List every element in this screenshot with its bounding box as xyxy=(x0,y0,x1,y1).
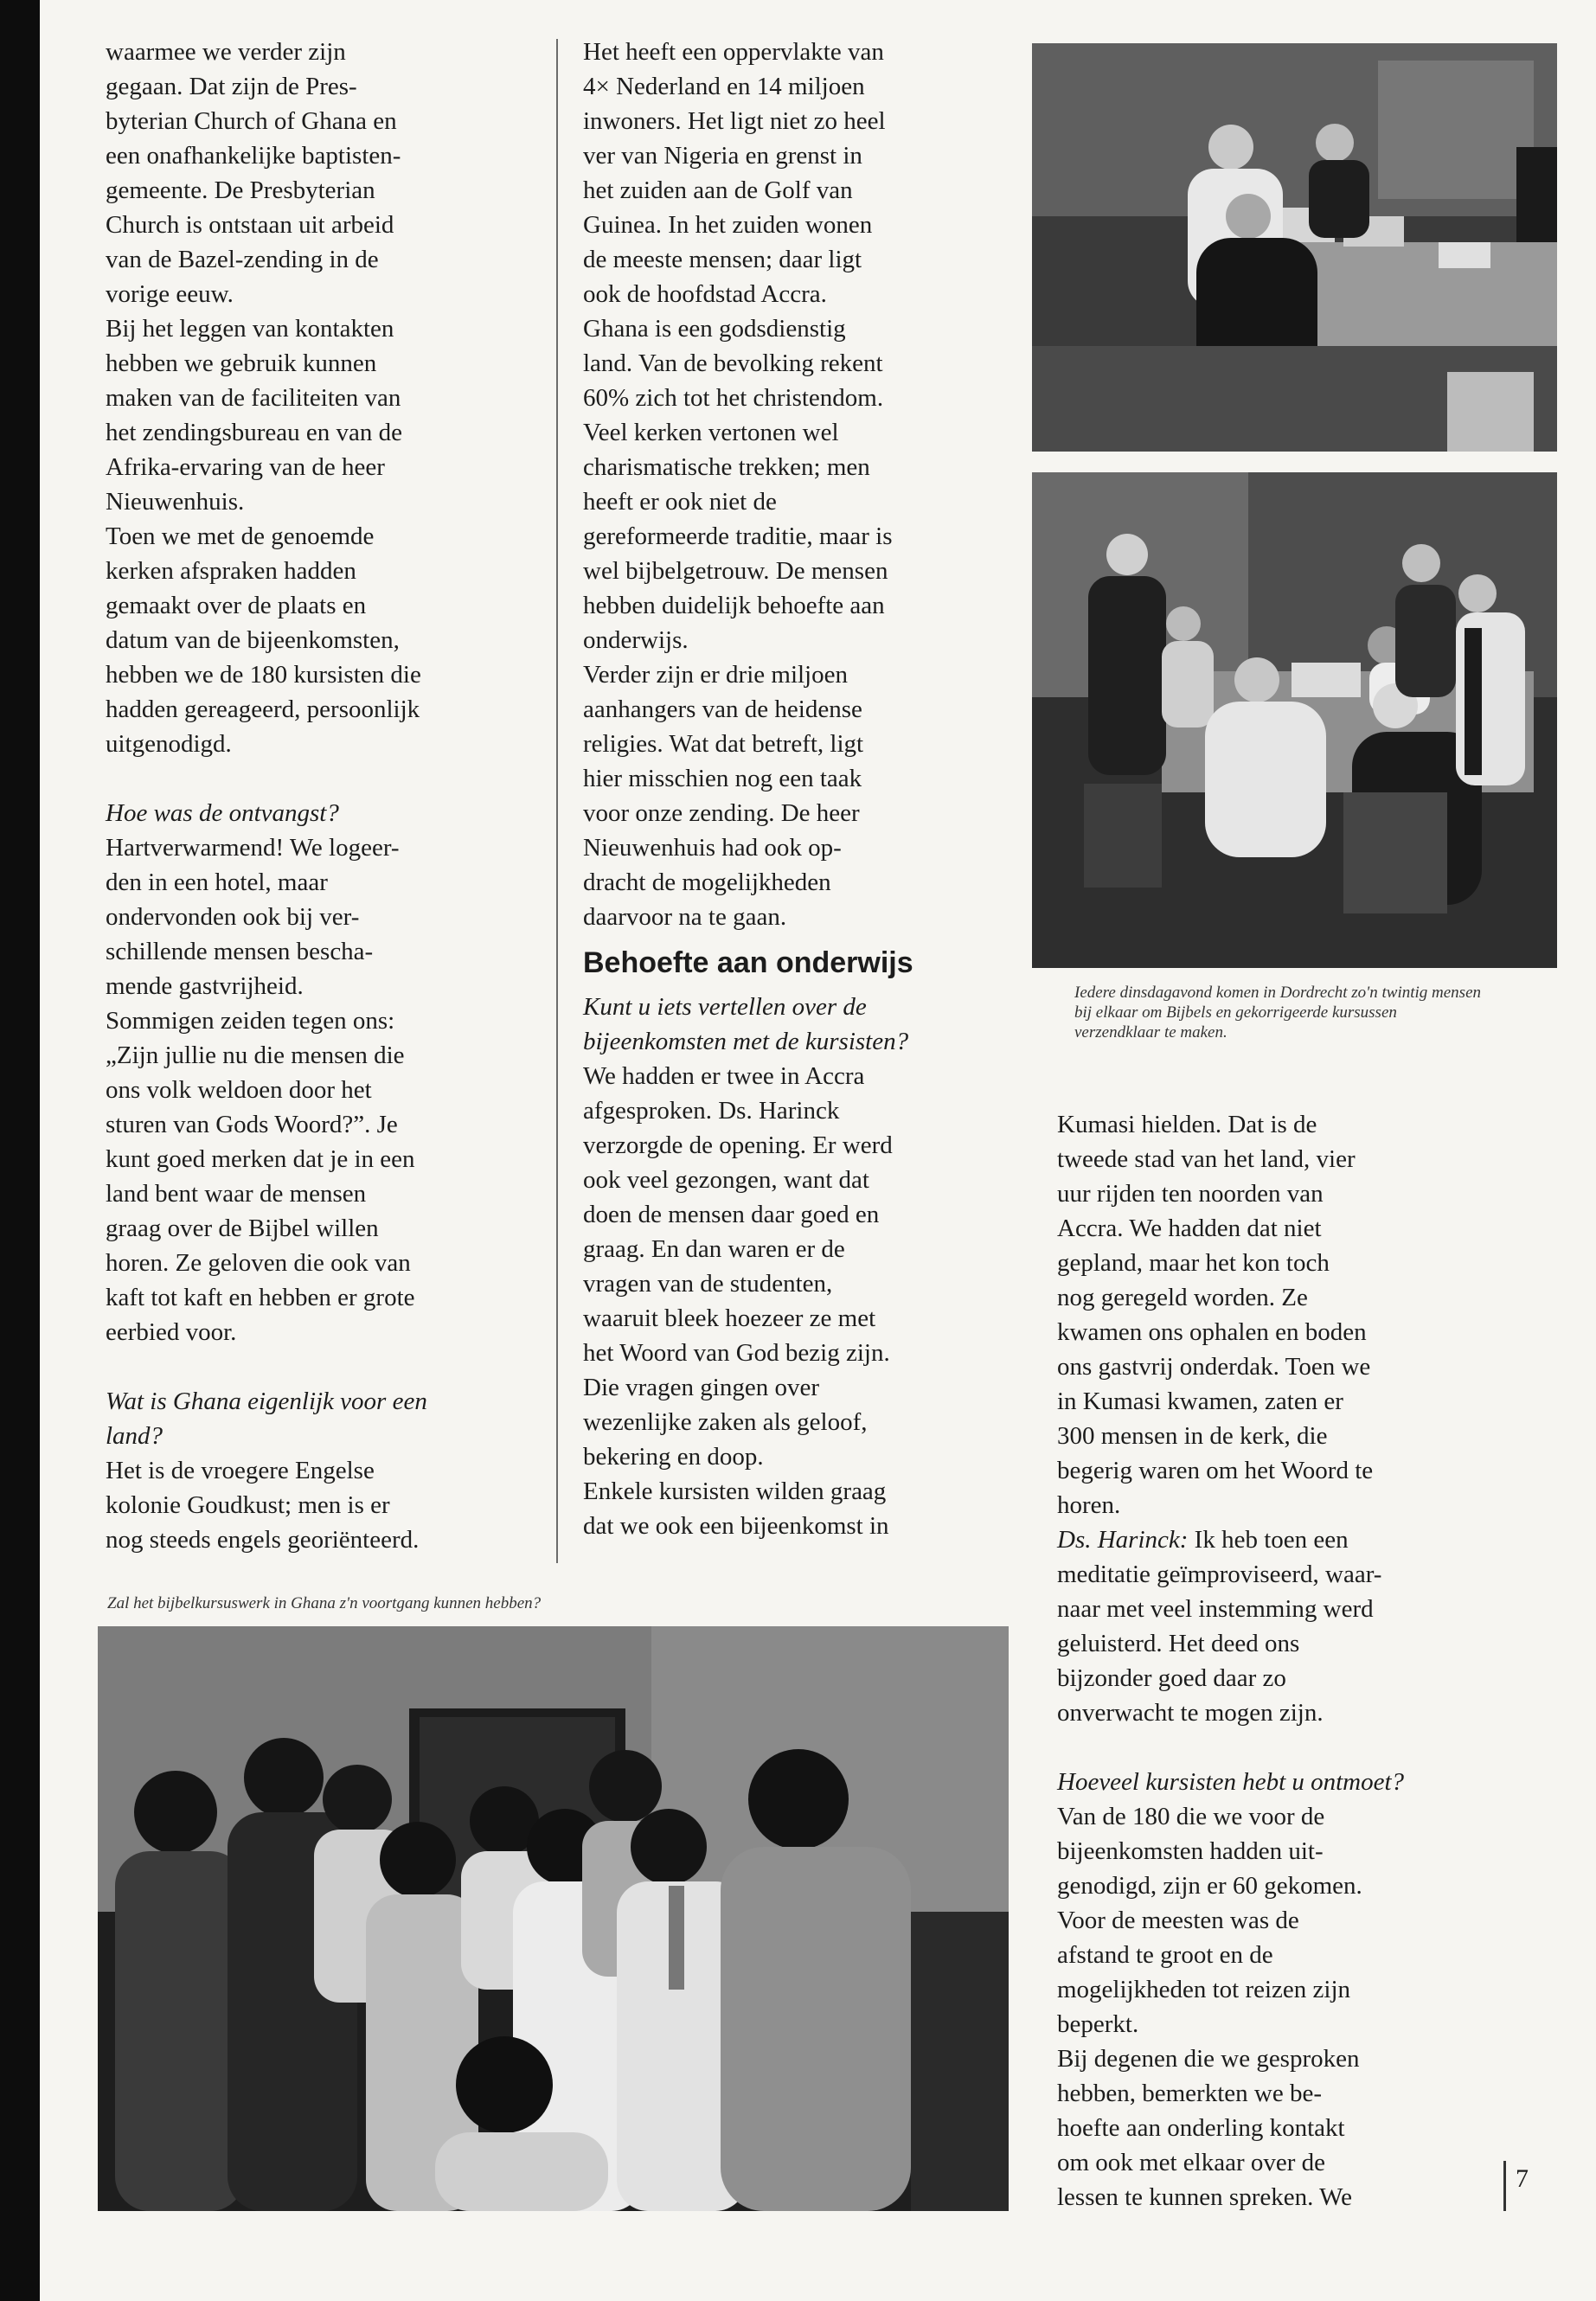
text-line: 300 mensen in de kerk, die xyxy=(1057,1422,1328,1450)
text-line: mogelijkheden tot reizen zijn xyxy=(1057,1976,1351,2003)
text-line: het zendingsbureau en van de xyxy=(106,419,403,446)
text-line: lessen te kunnen spreken. We xyxy=(1057,2183,1353,2211)
section-heading: Behoefte aan onderwijs xyxy=(583,946,913,979)
text-line: hadden gereageerd, persoonlijk xyxy=(106,695,420,723)
text-line: kunt goed merken dat je in een xyxy=(106,1145,415,1173)
paragraph-gap xyxy=(106,1349,529,1384)
question-heading: Wat is Ghana eigenlijk voor een xyxy=(106,1388,427,1415)
text-line: de meeste mensen; daar ligt xyxy=(583,246,862,273)
volunteers-packing-photo xyxy=(1032,472,1557,968)
text-line: graag over de Bijbel willen xyxy=(106,1215,379,1242)
question-heading: Kunt u iets vertellen over de xyxy=(583,993,867,1021)
text-line: onderwijs. xyxy=(583,626,689,654)
text-line: gemaakt over de plaats en xyxy=(106,592,367,619)
text-line: Sommigen zeiden tegen ons: xyxy=(106,1007,395,1035)
text-line: uur rijden ten noorden van xyxy=(1057,1180,1324,1208)
text-line: gegaan. Dat zijn de Pres- xyxy=(106,73,357,100)
text-line: dat we ook een bijeenkomst in xyxy=(583,1512,889,1540)
text-line: onverwacht te mogen zijn. xyxy=(1057,1699,1324,1727)
volunteers-at-tables-photo xyxy=(1032,43,1557,452)
text-column-1 xyxy=(106,35,529,1557)
text-line: afstand te groot en de xyxy=(1057,1941,1273,1969)
page-number-rule xyxy=(1503,2161,1506,2211)
page-number: 7 xyxy=(1516,2164,1529,2193)
photo-illustration xyxy=(98,1626,1009,2211)
text-line: Van de 180 die we voor de xyxy=(1057,1803,1325,1830)
ghana-students-group-photo xyxy=(98,1626,1009,2211)
speaker-name: Ds. Harinck: xyxy=(1057,1526,1189,1554)
question-heading: land? xyxy=(106,1422,163,1450)
text-line: datum van de bijeenkomsten, xyxy=(106,626,400,654)
text-line: Enkele kursisten wilden graag xyxy=(583,1477,887,1505)
text-line: wezenlijke zaken als geloof, xyxy=(583,1408,868,1436)
text-line: tweede stad van het land, vier xyxy=(1057,1145,1356,1173)
text-line: uitgenodigd. xyxy=(106,730,232,758)
text-line: hebben we de 180 kursisten die xyxy=(106,661,421,689)
text-line: land. Van de bevolking rekent xyxy=(583,349,883,377)
text-line: hebben duidelijk behoefte aan xyxy=(583,592,885,619)
text-line: hebben, bemerkten we be- xyxy=(1057,2080,1322,2107)
text-line: hoefte aan onderling kontakt xyxy=(1057,2114,1345,2142)
text-line: Ghana is een godsdienstig xyxy=(583,315,846,343)
text-line: gepland, maar het kon toch xyxy=(1057,1249,1330,1277)
text-line: nog geregeld worden. Ze xyxy=(1057,1284,1308,1311)
text-line: Bij het leggen van kontakten xyxy=(106,315,394,343)
text-line: Guinea. In het zuiden wonen xyxy=(583,211,873,239)
text-line: kerken afspraken hadden xyxy=(106,557,356,585)
text-line: Bij degenen die we gesproken xyxy=(1057,2045,1360,2073)
text-line: inwoners. Het ligt niet zo heel xyxy=(583,107,886,135)
photo-caption: Zal het bijbelkursuswerk in Ghana z'n voortgang kunnen hebben? xyxy=(107,1594,542,1612)
text-line: hebben we gebruik kunnen xyxy=(106,349,377,377)
text-line: vorige eeuw. xyxy=(106,280,234,308)
text-line: dracht de mogelijkheden xyxy=(583,868,831,896)
text-line: vragen van de studenten, xyxy=(583,1270,833,1298)
text-line: ondervonden ook bij ver- xyxy=(106,903,360,931)
text-line: 60% zich tot het christendom. xyxy=(583,384,884,412)
text-line: Ik heb toen een xyxy=(1194,1526,1349,1554)
text-line: het Woord van God bezig zijn. xyxy=(583,1339,890,1367)
text-line: Het heeft een oppervlakte van xyxy=(583,38,884,66)
text-line: Nieuwenhuis. xyxy=(106,488,245,516)
text-line: bijzonder goed daar zo xyxy=(1057,1664,1286,1692)
text-line: Die vragen gingen over xyxy=(583,1374,819,1401)
text-line: ons gastvrij onderdak. Toen we xyxy=(1057,1353,1371,1381)
text-line: horen. xyxy=(1057,1491,1121,1519)
text-line: kaft tot kaft en hebben er grote xyxy=(106,1284,415,1311)
text-line: Hartverwarmend! We logeer- xyxy=(106,834,400,862)
text-line: naar met veel instemming werd xyxy=(1057,1595,1374,1623)
question-heading: Hoe was de ontvangst? xyxy=(106,799,339,827)
text-line: kwamen ons ophalen en boden xyxy=(1057,1318,1367,1346)
text-line: schillende mensen bescha- xyxy=(106,938,374,965)
text-line: ook de hoofdstad Accra. xyxy=(583,280,827,308)
text-line: wel bijbelgetrouw. De mensen xyxy=(583,557,888,585)
text-line: kolonie Goudkust; men is er xyxy=(106,1491,390,1519)
text-line: Verder zijn er drie miljoen xyxy=(583,661,848,689)
text-line: ook veel gezongen, want dat xyxy=(583,1166,869,1194)
text-line: Accra. We hadden dat niet xyxy=(1057,1215,1322,1242)
text-line: een onafhankelijke baptisten- xyxy=(106,142,401,170)
text-line: waarmee we verder zijn xyxy=(106,38,346,66)
text-line: gemeente. De Presbyterian xyxy=(106,176,375,204)
text-line: charismatische trekken; men xyxy=(583,453,870,481)
text-line: waaruit bleek hoezeer ze met xyxy=(583,1304,876,1332)
text-line: Church is ontstaan uit arbeid xyxy=(106,211,394,239)
text-line: beperkt. xyxy=(1057,2010,1139,2038)
text-column-2 xyxy=(583,35,1016,1543)
text-line: Voor de meesten was de xyxy=(1057,1907,1299,1934)
text-line: Afrika-ervaring van de heer xyxy=(106,453,385,481)
text-line: eerbied voor. xyxy=(106,1318,237,1346)
text-line: van de Bazel-zending in de xyxy=(106,246,379,273)
text-line: mende gastvrijheid. xyxy=(106,972,304,1000)
text-line: byterian Church of Ghana en xyxy=(106,107,397,135)
text-line: bijeenkomsten hadden uit- xyxy=(1057,1837,1324,1865)
text-line: genodigd, zijn er 60 gekomen. xyxy=(1057,1872,1362,1900)
text-line: bekering en doop. xyxy=(583,1443,764,1471)
text-line: afgesproken. Ds. Harinck xyxy=(583,1097,840,1125)
text-line: in Kumasi kwamen, zaten er xyxy=(1057,1388,1343,1415)
text-line: ons volk weldoen door het xyxy=(106,1076,372,1104)
text-line: den in een hotel, maar xyxy=(106,868,328,896)
text-line: nog steeds engels georiënteerd. xyxy=(106,1526,420,1554)
text-line: om ook met elkaar over de xyxy=(1057,2149,1326,2176)
text-line: meditatie geïmproviseerd, waar- xyxy=(1057,1561,1382,1588)
column-divider xyxy=(556,39,558,1563)
text-line: Nieuwenhuis had ook op- xyxy=(583,834,842,862)
text-line: horen. Ze geloven die ook van xyxy=(106,1249,411,1277)
question-heading: bijeenkomsten met de kursisten? xyxy=(583,1028,909,1055)
photo-illustration xyxy=(1032,472,1557,968)
text-line: Kumasi hielden. Dat is de xyxy=(1057,1111,1317,1138)
text-line: 4× Nederland en 14 miljoen xyxy=(583,73,865,100)
binding-edge xyxy=(0,0,40,2301)
text-line: Het is de vroegere Engelse xyxy=(106,1457,375,1484)
speaker-line xyxy=(1057,1522,1485,1557)
text-line: gereformeerde traditie, maar is xyxy=(583,522,893,550)
text-line: het zuiden aan de Golf van xyxy=(583,176,853,204)
text-line: heeft er ook niet de xyxy=(583,488,777,516)
text-line: graag. En dan waren er de xyxy=(583,1235,845,1263)
text-line: We hadden er twee in Accra xyxy=(583,1062,865,1090)
text-line: geluisterd. Het deed ons xyxy=(1057,1630,1300,1657)
paragraph-gap xyxy=(1057,1730,1485,1765)
text-line: verzorgde de opening. Er werd xyxy=(583,1131,893,1159)
text-line: „Zijn jullie nu die mensen die xyxy=(106,1042,405,1069)
text-line: hier misschien nog een taak xyxy=(583,765,862,792)
text-line: begerig waren om het Woord te xyxy=(1057,1457,1374,1484)
text-line: doen de mensen daar goed en xyxy=(583,1201,880,1228)
text-line: Veel kerken vertonen wel xyxy=(583,419,839,446)
text-line: ver van Nigeria en grenst in xyxy=(583,142,862,170)
question-heading: Hoeveel kursisten hebt u ontmoet? xyxy=(1057,1768,1405,1796)
text-line: sturen van Gods Woord?”. Je xyxy=(106,1111,398,1138)
photo-illustration xyxy=(1032,43,1557,452)
text-line: daarvoor na te gaan. xyxy=(583,903,787,931)
text-line: land bent waar de mensen xyxy=(106,1180,367,1208)
text-line: maken van de faciliteiten van xyxy=(106,384,401,412)
paragraph-gap xyxy=(106,761,529,796)
photo-caption: Iedere dinsdagavond komen in Dordrecht zo'n twintig mensen bij elkaar om Bijbels en gekorrigeerde kursussen verzendklaar te maken. xyxy=(1074,984,1482,1042)
text-line: religies. Wat dat betreft, ligt xyxy=(583,730,864,758)
text-line: Toen we met de genoemde xyxy=(106,522,375,550)
text-line: voor onze zending. De heer xyxy=(583,799,860,827)
text-column-3 xyxy=(1057,1107,1485,2214)
text-line: aanhangers van de heidense xyxy=(583,695,862,723)
